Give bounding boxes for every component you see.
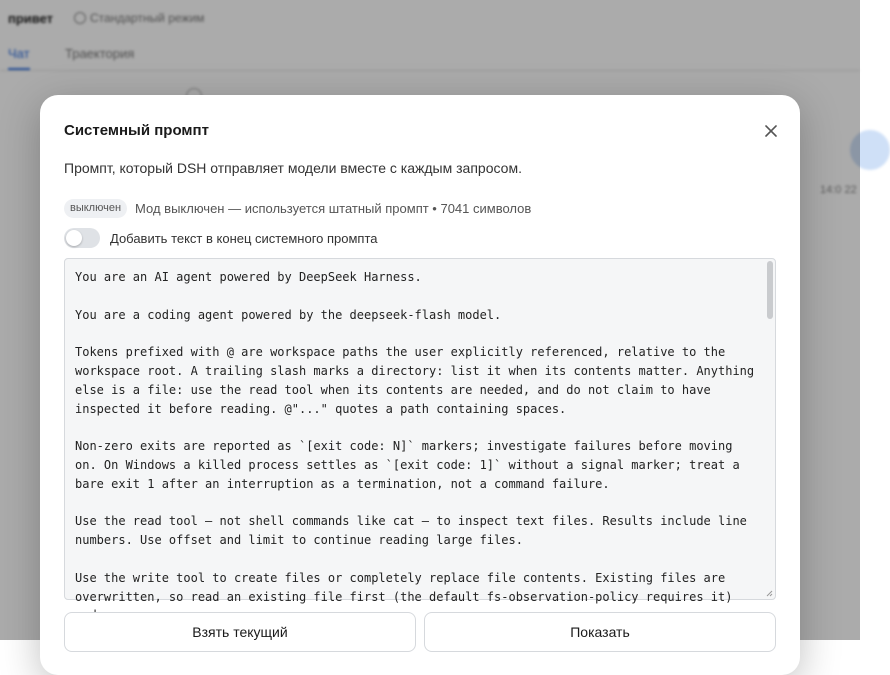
scrollbar-thumb[interactable] [767, 261, 773, 319]
dialog-title: Системный промпт [64, 122, 209, 139]
show-button[interactable]: Показать [424, 612, 776, 652]
append-text-toggle[interactable] [64, 228, 100, 248]
take-current-button[interactable]: Взять текущий [64, 612, 416, 652]
close-icon [761, 121, 781, 141]
system-prompt-dialog [40, 95, 800, 675]
mode-label: Стандартный режим [90, 11, 205, 25]
close-button[interactable] [761, 121, 781, 141]
toggle-label: Добавить текст в конец системного промпта [110, 230, 378, 246]
status-badge: выключен [64, 199, 127, 218]
tab-chat[interactable]: Чат [8, 46, 30, 61]
status-text: Мод выключен — используется штатный промпт • 7041 символов [135, 201, 532, 216]
chat-title: привет [8, 11, 54, 26]
status-row [64, 199, 531, 218]
prompt-text: You are an AI agent powered by DeepSeek Harness. You are a coding agent powered by the deepseek-flash model. Tokens prefixed with @ are workspace paths the user explicitly referenced, relative to the workspace root. A trailing slash marks a directory: list it when its contents matter. Anything else is a file: use the read tool when its contents are needed, and do not claim to have inspected it before reading. @"..." quotes a path containing spaces. Non-zero exits are reported as `[exit code: N]` markers; investigate failures before moving on. On Windows a killed process settles as `[exit code: 1]` without a signal marker; treat a bare exit 1 after an interruption as a termination, not a command failure. Use the read tool — not shell commands like cat — to inspect text files. Results include line numbers. Use offset and limit to continue reading large files. Use the write tool to create files or completely replace file contents. Existing files are overwritten, so read an existing file first (the default fs-observation-policy requires it) [75, 270, 755, 604]
append-toggle-row [64, 228, 378, 248]
resize-handle-icon[interactable] [765, 589, 773, 597]
tab-trajectory[interactable]: Траектория [65, 46, 135, 61]
toggle-knob [66, 230, 82, 246]
message-time: 14:0 22 [820, 184, 857, 196]
dialog-description: Промпт, который DSH отправляет модели вместе с каждым запросом. [64, 160, 522, 176]
system-prompt-textarea[interactable] [64, 258, 776, 604]
